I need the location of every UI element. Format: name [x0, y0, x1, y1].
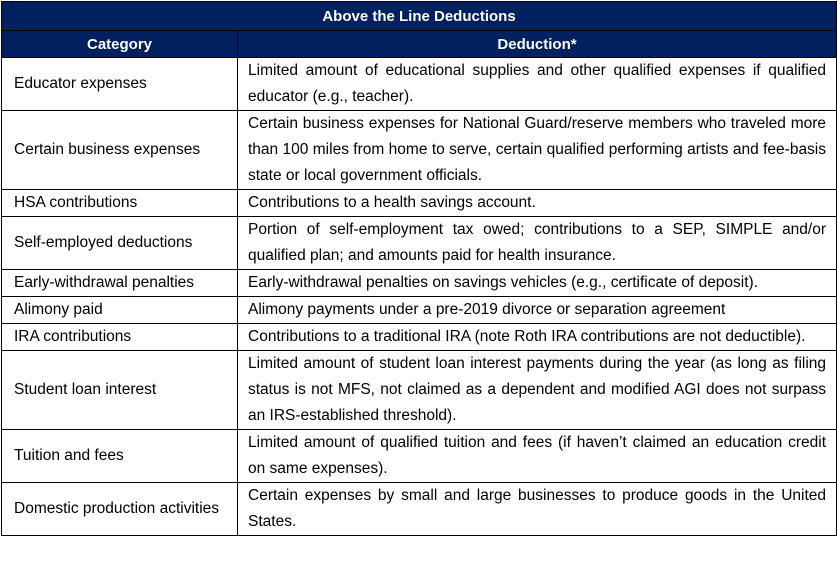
table-row [2, 297, 837, 324]
deduction-cell: Limited amount of student loan interest payments during the year (as long as filing status is not MFS, not claimed as a dependent and modified AGI does not surpass an IRS-established threshold). [238, 351, 837, 430]
table-title-row [2, 2, 837, 31]
deductions-table [1, 1, 837, 536]
category-cell: Self-employed deductions [2, 217, 238, 270]
table-row [2, 270, 837, 297]
deduction-cell: Alimony payments under a pre-2019 divorce or separation agreement [238, 297, 837, 324]
category-cell: Student loan interest [2, 351, 238, 430]
table-title: Above the Line Deductions [2, 2, 837, 31]
table-row [2, 430, 837, 483]
table-row [2, 483, 837, 536]
category-cell: Educator expenses [2, 58, 238, 111]
deduction-cell: Contributions to a health savings account. [238, 190, 837, 217]
table-row [2, 351, 837, 430]
table-row [2, 217, 837, 270]
category-cell: Early-withdrawal penalties [2, 270, 238, 297]
deduction-cell: Limited amount of educational supplies and other qualified expenses if qualified educator (e.g., teacher). [238, 58, 837, 111]
deduction-cell: Early-withdrawal penalties on savings vehicles (e.g., certificate of deposit). [238, 270, 837, 297]
table-header-row [2, 31, 837, 58]
category-cell: Domestic production activities [2, 483, 238, 536]
table-row [2, 111, 837, 190]
category-cell: Tuition and fees [2, 430, 238, 483]
deduction-cell: Certain business expenses for National Guard/reserve members who traveled more than 100 miles from home to serve, certain qualified performing artists and fee-basis state or local government officials. [238, 111, 837, 190]
deduction-cell: Portion of self-employment tax owed; contributions to a SEP, SIMPLE and/or qualified plan; and amounts paid for health insurance. [238, 217, 837, 270]
category-cell: HSA contributions [2, 190, 238, 217]
category-cell: IRA contributions [2, 324, 238, 351]
column-header-deduction: Deduction* [238, 31, 837, 58]
table-row [2, 190, 837, 217]
deduction-cell: Contributions to a traditional IRA (note Roth IRA contributions are not deductible). [238, 324, 837, 351]
deduction-cell: Certain expenses by small and large businesses to produce goods in the United States. [238, 483, 837, 536]
column-header-category: Category [2, 31, 238, 58]
deduction-cell: Limited amount of qualified tuition and fees (if haven’t claimed an education credit on same expenses). [238, 430, 837, 483]
table-row [2, 324, 837, 351]
category-cell: Alimony paid [2, 297, 238, 324]
table-row [2, 58, 837, 111]
deductions-table-container [1, 1, 836, 536]
category-cell: Certain business expenses [2, 111, 238, 190]
